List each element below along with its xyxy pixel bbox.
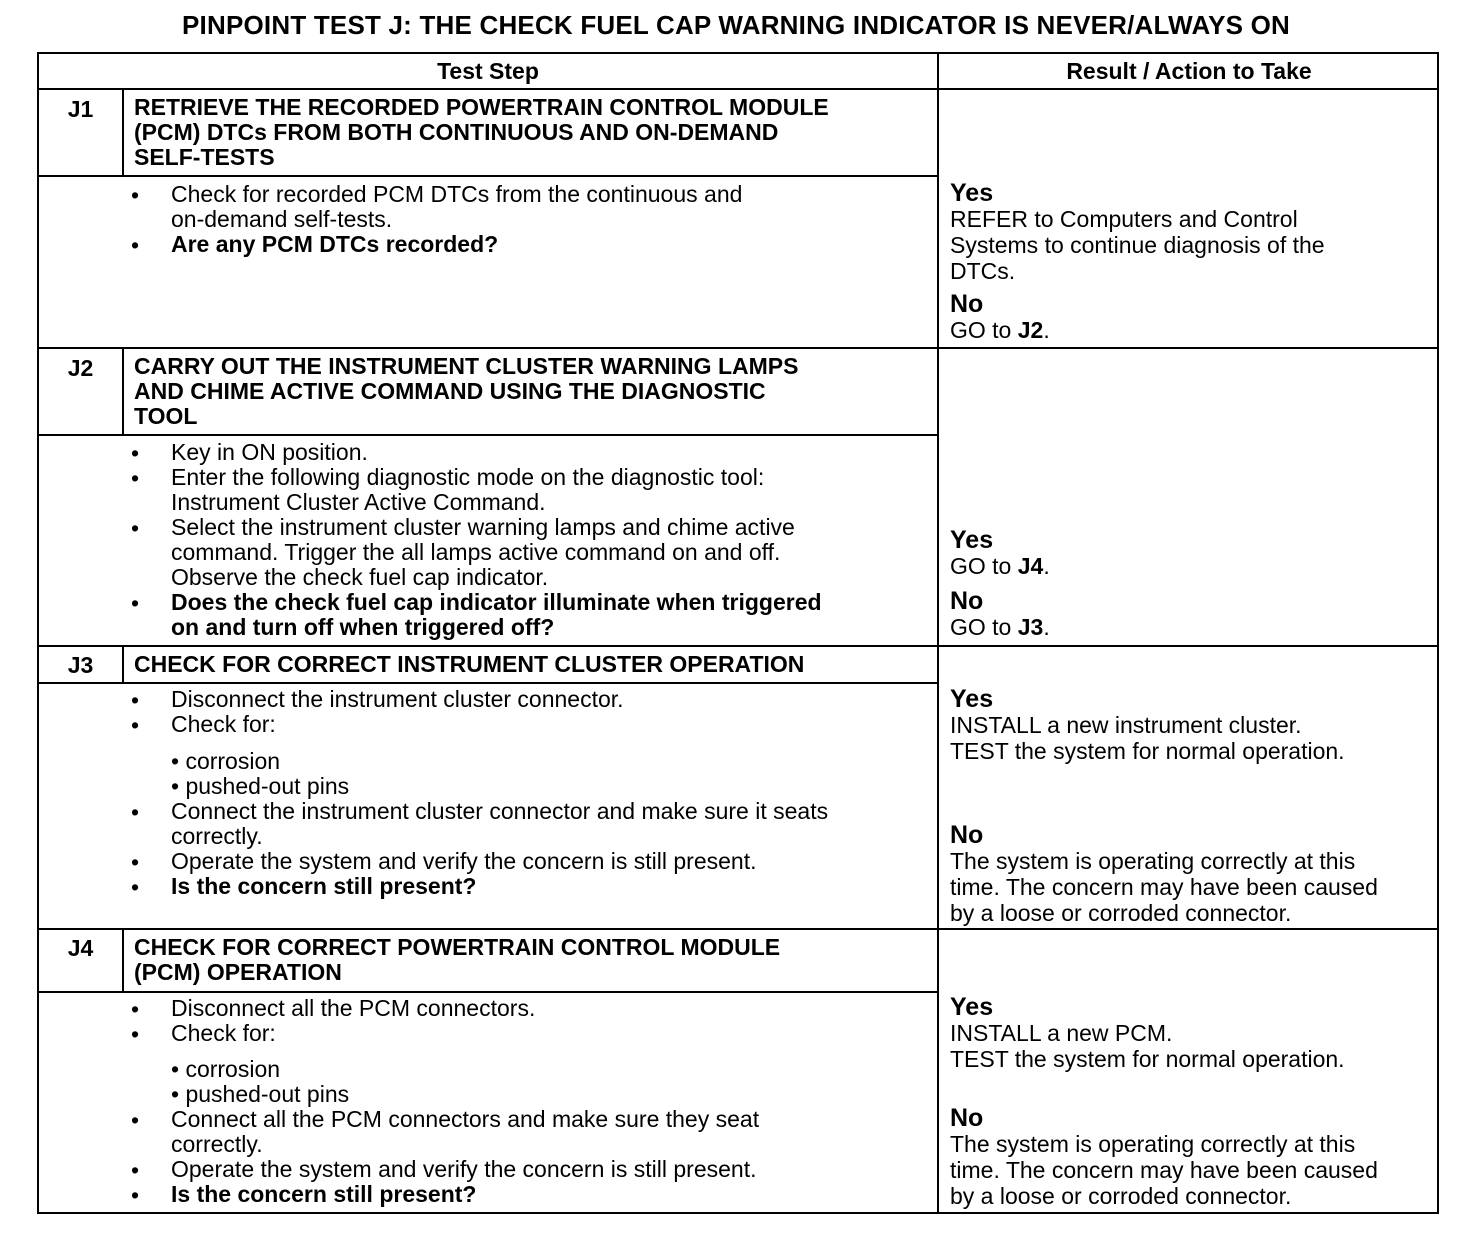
bullet: •: [131, 1157, 140, 1183]
yes-action: INSTALL a new PCM. TEST the system for normal operation.: [950, 1020, 1345, 1072]
header-divider: [39, 88, 1437, 90]
yes-action: GO to J4.: [950, 553, 1050, 579]
j1-row-divider: [39, 347, 1437, 349]
step-instruction: Connect all the PCM connectors and make sure they seat correctly.: [171, 1106, 760, 1157]
no-label: No: [950, 1104, 984, 1132]
no-label: No: [950, 821, 984, 849]
j1-title-divider: [39, 175, 937, 177]
step-instruction: Operate the system and verify the concern is still present.: [171, 1156, 757, 1182]
yes-label: Yes: [950, 526, 994, 554]
bullet: •: [131, 1107, 140, 1133]
step-instruction: Disconnect all the PCM connectors.: [171, 995, 536, 1021]
bullet: •: [131, 799, 140, 825]
page-title: PINPOINT TEST J: THE CHECK FUEL CAP WARNING INDICATOR IS NEVER/ALWAYS ON: [182, 10, 1290, 40]
j2-id-divider: [122, 349, 124, 435]
step-title: CHECK FOR CORRECT POWERTRAIN CONTROL MODULE (PCM) OPERATION: [134, 934, 781, 985]
step-instruction: Key in ON position.: [171, 439, 368, 465]
step-instruction: Select the instrument cluster warning lamps and chime active command. Trigger the all lamps active command on and off. Observe the check fuel cap indicator.: [171, 514, 795, 590]
test-step-header: Test Step: [437, 58, 539, 84]
j4-title-divider: [39, 991, 937, 993]
j3-title-divider: [39, 682, 937, 684]
check-sublist: [171, 1057, 349, 1107]
bullet: •: [131, 874, 140, 900]
pinpoint-test-table: [37, 52, 1439, 1214]
yes-label: Yes: [950, 993, 994, 1021]
j3-row-divider: [39, 928, 1437, 930]
bullet: •: [131, 1182, 140, 1208]
bullet: •: [131, 232, 140, 258]
yes-action: INSTALL a new instrument cluster. TEST the system for normal operation.: [950, 712, 1345, 764]
step-ref-link: J2: [1017, 317, 1044, 343]
bullet: •: [131, 1021, 140, 1047]
bullet: •: [131, 712, 140, 738]
step-title: CHECK FOR CORRECT INSTRUMENT CLUSTER OPERATION: [134, 651, 805, 677]
step-question: Does the check fuel cap indicator illuminate when triggered on and turn off when triggered off?: [171, 589, 822, 640]
sub-item: • corrosion: [171, 748, 281, 774]
bullet: •: [131, 515, 140, 541]
j4-id-divider: [122, 930, 124, 992]
bullet: •: [131, 590, 140, 616]
no-label: No: [950, 290, 984, 318]
step-instruction: Check for:: [171, 711, 276, 737]
step-question: Is the concern still present?: [171, 873, 477, 899]
step-ref-link: J3: [1017, 614, 1044, 640]
step-ref-link: J4: [1017, 553, 1044, 579]
step-id: J1: [67, 96, 94, 122]
step-instruction: Disconnect the instrument cluster connector.: [171, 686, 624, 712]
no-action: GO to J3.: [950, 614, 1050, 640]
step-title: CARRY OUT THE INSTRUMENT CLUSTER WARNING LAMPS AND CHIME ACTIVE COMMAND USING THE DIAGNOSTIC TOOL: [134, 353, 799, 429]
step-id: J4: [67, 935, 94, 961]
step-title: RETRIEVE THE RECORDED POWERTRAIN CONTROL MODULE (PCM) DTCs FROM BOTH CONTINUOUS AND ON-DEMAND SELF-TESTS: [134, 94, 829, 170]
sub-item: • corrosion: [171, 1056, 281, 1082]
bullet: •: [131, 996, 140, 1022]
step-instruction: Enter the following diagnostic mode on the diagnostic tool: Instrument Cluster Active Command.: [171, 464, 765, 515]
sub-item: • pushed-out pins: [171, 773, 350, 799]
no-action: The system is operating correctly at this time. The concern may have been caused by a loose or corroded connector.: [950, 848, 1378, 926]
step-instruction: Check for:: [171, 1020, 276, 1046]
step-id: J3: [67, 652, 94, 678]
check-sublist: [171, 749, 349, 799]
yes-label: Yes: [950, 179, 994, 207]
j2-row-divider: [39, 645, 1437, 647]
bullet: •: [131, 440, 140, 466]
bullet: •: [131, 465, 140, 491]
yes-action: REFER to Computers and Control Systems to continue diagnosis of the DTCs.: [950, 206, 1325, 284]
bullet: •: [131, 687, 140, 713]
step-instruction: Connect the instrument cluster connector and make sure it seats correctly.: [171, 798, 829, 849]
step-question: Are any PCM DTCs recorded?: [171, 231, 499, 257]
yes-label: Yes: [950, 685, 994, 713]
j1-id-divider: [122, 90, 124, 176]
j2-title-divider: [39, 434, 937, 436]
bullet: •: [131, 182, 140, 208]
column-divider: [937, 54, 939, 1212]
step-question: Is the concern still present?: [171, 1181, 477, 1207]
step-instruction: Operate the system and verify the concern is still present.: [171, 848, 757, 874]
sub-item: • pushed-out pins: [171, 1081, 350, 1107]
no-action: GO to J2.: [950, 317, 1050, 343]
no-action: The system is operating correctly at this time. The concern may have been caused by a loose or corroded connector.: [950, 1131, 1378, 1209]
result-header: Result / Action to Take: [1066, 58, 1312, 84]
j3-id-divider: [122, 647, 124, 683]
no-label: No: [950, 587, 984, 615]
step-instruction: Check for recorded PCM DTCs from the continuous and on-demand self-tests.: [171, 181, 743, 232]
bullet: •: [131, 849, 140, 875]
step-id: J2: [67, 355, 94, 381]
